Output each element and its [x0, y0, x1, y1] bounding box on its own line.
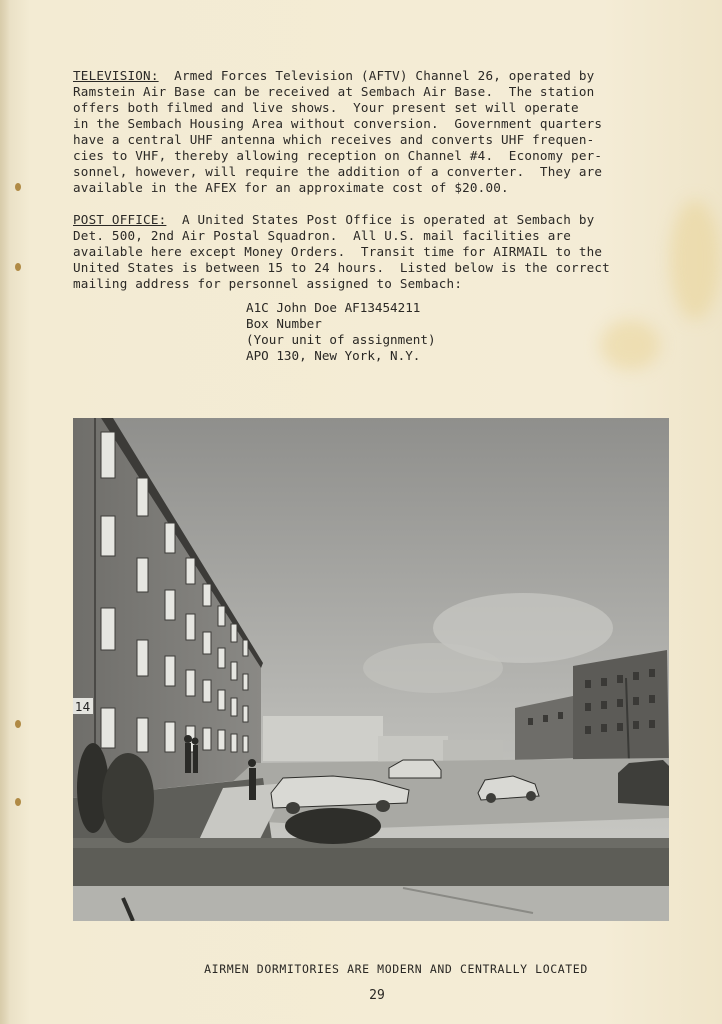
building-number-sign: 14	[75, 700, 91, 714]
television-line: have a central UHF antenna which receives and converts UHF frequen-	[73, 132, 595, 147]
post-office-line: available here except Money Orders. Transit time for AIRMAIL to the	[73, 244, 603, 259]
binding-hole	[15, 720, 21, 728]
binding-hole	[15, 183, 21, 191]
television-section	[73, 68, 673, 196]
post-office-line: United States is between 15 to 24 hours. Listed below is the correct	[73, 260, 610, 275]
paper-stain	[670, 200, 720, 320]
television-line: cies to VHF, thereby allowing reception on Channel #4. Economy per-	[73, 148, 603, 163]
dormitory-photo-drawing	[73, 418, 669, 921]
page-edge-shadow	[0, 0, 10, 1024]
television-line: offers both filmed and live shows. Your present set will operate	[73, 100, 579, 115]
post-office-line: Det. 500, 2nd Air Postal Squadron. All U.S. mail facilities are	[73, 228, 572, 243]
television-line-1: Armed Forces Television (AFTV) Channel 26, operated by	[158, 68, 595, 83]
mailing-address	[246, 300, 436, 364]
address-line: A1C John Doe AF13454211	[246, 300, 421, 315]
photo-caption: AIRMEN DORMITORIES ARE MODERN AND CENTRALLY LOCATED	[204, 962, 588, 976]
paper-stain	[600, 320, 660, 370]
post-office-line: mailing address for personnel assigned to Sembach:	[73, 276, 463, 291]
dormitory-photo	[73, 418, 669, 921]
binding-hole	[15, 263, 21, 271]
post-office-line-1: A United States Post Office is operated at Sembach by	[166, 212, 595, 227]
address-line: Box Number	[246, 316, 322, 331]
page-number: 29	[369, 988, 385, 1003]
address-line: APO 130, New York, N.Y.	[246, 348, 421, 363]
address-line: (Your unit of assignment)	[246, 332, 436, 347]
television-heading: TELEVISION:	[73, 68, 159, 83]
television-line: sonnel, however, will require the addition of a converter. They are	[73, 164, 603, 179]
post-office-section	[73, 212, 673, 292]
television-line: Ramstein Air Base can be received at Sembach Air Base. The station	[73, 84, 595, 99]
post-office-heading: POST OFFICE:	[73, 212, 167, 227]
binding-hole	[15, 798, 21, 806]
television-line: in the Sembach Housing Area without conversion. Government quarters	[73, 116, 603, 131]
television-line: available in the AFEX for an approximate cost of $20.00.	[73, 180, 509, 195]
